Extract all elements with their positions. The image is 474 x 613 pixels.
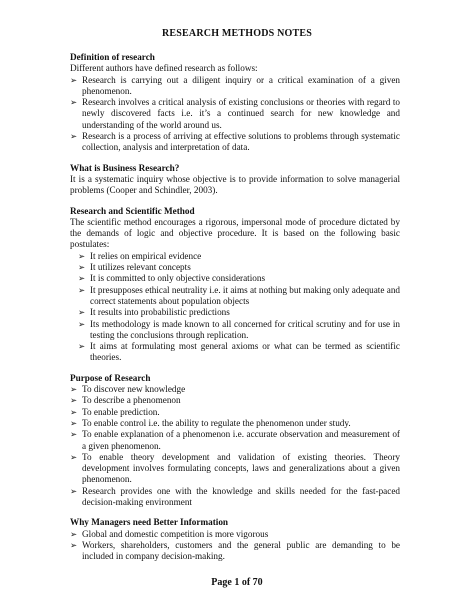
section-intro: Different authors have defined research as follows: [70, 63, 258, 74]
list-item [70, 131, 400, 154]
section-managers-information [70, 517, 400, 562]
section-heading: Purpose of Research [70, 372, 151, 383]
list-item [70, 75, 400, 98]
list-item [70, 395, 400, 406]
list-item-text: To enable control i.e. the ability to regulate the phenomenon under study. [82, 417, 351, 428]
list-item [78, 319, 400, 342]
section-purpose [70, 373, 400, 509]
arrow-bullet-icon: ➢ [78, 341, 86, 352]
arrow-bullet-icon: ➢ [70, 485, 78, 496]
list-item [70, 418, 400, 429]
list-item-text: To enable prediction. [82, 406, 160, 417]
list-item [78, 262, 400, 273]
list-item-text: Workers, shareholders, customers and the general public are demanding to be included in company decision-making. [82, 539, 400, 562]
bullet-list [70, 75, 400, 154]
list-item-text: Its methodology is made known to all concerned for critical scrutiny and for use in testing the conclusions through replication. [90, 318, 400, 340]
list-item [70, 407, 400, 418]
arrow-bullet-icon: ➢ [78, 262, 86, 273]
section-heading: Definition of research [70, 52, 155, 62]
section-scientific-method [70, 206, 400, 364]
list-item-text: Research provides one with the knowledge and skills needed for the fast-paced decision-making environment [82, 485, 400, 507]
list-item [70, 529, 400, 540]
section-text: The scientific method encourages a rigorous, impersonal mode of procedure dictated by the demands of logic and objective procedure. It is based on the following basic postulates: [70, 216, 400, 250]
list-item [70, 384, 400, 395]
bullet-list [70, 251, 400, 364]
section-heading: Research and Scientific Method [70, 205, 195, 216]
list-item-text: To discover new knowledge [82, 384, 186, 395]
list-item-text: It utilizes relevant concepts [90, 262, 191, 273]
section-business-research [70, 163, 400, 197]
list-item-text: To enable theory development and validation of existing theories. Theory development involves formulating concepts, laws and generalizations about a given phenomenon. [82, 451, 400, 485]
arrow-bullet-icon: ➢ [78, 318, 86, 329]
list-item-text: It relies on empirical evidence [90, 250, 202, 261]
list-item-text: It is committed to only objective considerations [90, 273, 266, 284]
page-number: Page 1 of 70 [211, 577, 263, 588]
arrow-bullet-icon: ➢ [70, 131, 78, 142]
list-item [70, 486, 400, 509]
list-item [70, 540, 400, 563]
list-item-text: It presupposes ethical neutrality i.e. it aims at nothing but making only adequate and correct statements about population objects [90, 284, 401, 306]
section-heading: What is Business Research? [70, 162, 180, 173]
arrow-bullet-icon: ➢ [78, 284, 86, 295]
list-item [78, 251, 400, 262]
bullet-list [70, 529, 400, 563]
list-item-text: To enable explanation of a phenomenon i.e. accurate observation and measurement of a given phenomenon. [82, 429, 400, 451]
list-item-text: It aims at formulating most general axioms or what can be termed as scientific theories. [90, 341, 400, 363]
list-item [78, 285, 400, 308]
list-item-text: It results into probabilistic predictions [90, 307, 230, 318]
list-item-text: Research is a process of arriving at effective solutions to problems through systematic collection, analysis and interpretation of data. [82, 131, 400, 153]
arrow-bullet-icon: ➢ [70, 451, 78, 462]
section-heading: Why Managers need Better Information [70, 517, 229, 528]
arrow-bullet-icon: ➢ [78, 250, 86, 261]
arrow-bullet-icon: ➢ [70, 97, 78, 108]
document-title: RESEARCH METHODS NOTES [162, 28, 312, 39]
arrow-bullet-icon: ➢ [78, 273, 86, 284]
list-item [70, 97, 400, 131]
arrow-bullet-icon: ➢ [78, 307, 86, 318]
list-item-text: Research involves a critical analysis of existing conclusions or theories with regard to newly discovered facts i.e. it’s a continued search for new knowledge and understanding of the world around us. [82, 97, 400, 130]
list-item-text: Global and domestic competition is more vigorous [82, 528, 269, 539]
list-item [78, 273, 400, 284]
arrow-bullet-icon: ➢ [70, 406, 78, 417]
section-text: It is a systematic inquiry whose objective is to provide information to solve managerial problems (Cooper and Schindler, 2003). [70, 173, 400, 196]
document-body [70, 52, 400, 571]
list-item-text: To describe a phenomenon [82, 395, 181, 406]
arrow-bullet-icon: ➢ [70, 539, 78, 550]
arrow-bullet-icon: ➢ [70, 429, 78, 440]
arrow-bullet-icon: ➢ [70, 528, 78, 539]
list-item-text: Research is carrying out a diligent inquiry or a critical examination of a given phenomenon. [82, 74, 400, 96]
list-item [70, 452, 400, 486]
arrow-bullet-icon: ➢ [70, 395, 78, 406]
arrow-bullet-icon: ➢ [70, 384, 78, 395]
list-item [70, 429, 400, 452]
arrow-bullet-icon: ➢ [70, 417, 78, 428]
arrow-bullet-icon: ➢ [70, 74, 78, 85]
list-item [78, 341, 400, 364]
bullet-list [70, 384, 400, 508]
list-item [78, 307, 400, 318]
section-definition [70, 52, 400, 154]
